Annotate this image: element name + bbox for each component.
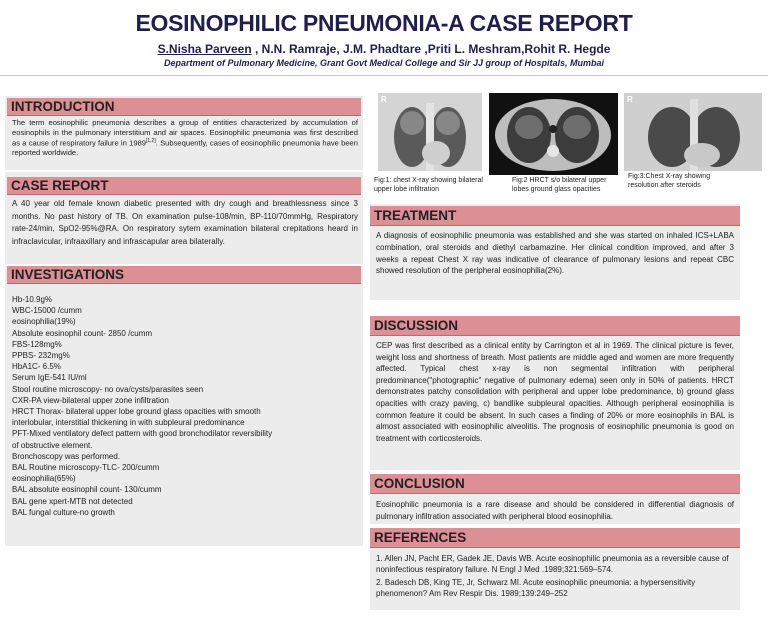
figure-3-xray [624, 93, 762, 171]
conclusion-heading: CONCLUSION [370, 474, 740, 494]
figure-1-marker: R [381, 95, 387, 104]
conclusion-text: Eosinophilic pneumonia is a rare disease and should be considered in differential diagnosis of pulmonary infiltration associated with peripheral blood eosinophilia. [376, 500, 734, 521]
investigation-item: PPBS- 232mg% [12, 351, 70, 361]
investigation-item: of obstructive element. [12, 440, 93, 450]
investigation-item: PFT-Mixed ventilatory defect pattern with good bronchodilator reversibility [12, 429, 273, 439]
investigation-item: WBC-15000 /cumm [12, 306, 82, 316]
treatment-text: A diagnosis of eosinophilic pneumonia was established and she was started on inhaled ICS+LABA combination, oral steroids and diethyl carbamazine. Her clinical condition improved, and after 3 weeks a repeat Chest X ray was indicative of clearance of pulmonary lesions and repeat CBC showed resolution of the peripheral eosinophilia(2%). [376, 231, 734, 276]
figure-1-xray [378, 93, 482, 171]
reference-item: 1. Allen JN, Pacht ER, Gadek JE, Davis WB. Acute eosinophilic pneumonia as a reversible cause of noninfectious respiratory failure. N Engl J Med .1989;321:569–574. [376, 554, 729, 574]
figure-3-caption: Fig:3:Chest X-ray showing resolution after steroids [628, 173, 711, 189]
authors [0, 42, 768, 56]
figure-1-caption: Fig:1: chest X-ray showing bilateral upper lobe infiltration [374, 177, 483, 193]
investigation-item: interlobular, interstitial thickening in with subpleural predominance [12, 418, 245, 428]
investigation-item: CXR-PA view-bilateral upper zone infiltration [12, 395, 169, 405]
reference-item: 2. Badesch DB, King TE, Jr, Schwarz MI. Acute eosinophilic pneumonia: a hypersensitivity phenomenon? Am Rev Respir Dis. 1989;139:249–252 [376, 578, 696, 598]
investigations-heading: INVESTIGATIONS [7, 266, 361, 284]
case-report-heading: CASE REPORT [7, 177, 361, 195]
poster-title: EOSINOPHILIC PNEUMONIA-A CASE REPORT [135, 10, 633, 36]
first-author: S.Nisha Parveen [157, 42, 252, 56]
references-heading: REFERENCES [370, 528, 740, 548]
figure-2-hrct [489, 93, 618, 175]
investigation-item: Hb-10.9g% [12, 295, 53, 304]
investigation-item: Stool routine microscopy- no ova/cysts/parasites seen [12, 384, 204, 394]
introduction-heading: INTRODUCTION [7, 98, 361, 116]
treatment-heading: TREATMENT [370, 206, 740, 226]
investigation-item: Serum IgE-541 IU/ml [12, 373, 87, 383]
department: Department of Pulmonary Medicine, Grant Govt Medical College and Sir JJ group of Hospitals, Mumbai [163, 58, 605, 68]
investigation-item: Bronchoscopy was performed. [12, 451, 121, 461]
investigation-item: BAL gene xpert-MTB not detected [12, 496, 133, 506]
investigation-item: FBS-128mg% [12, 339, 62, 349]
investigation-item: BAL absolute eosinophil count- 130/cumm [12, 485, 162, 495]
discussion-heading: DISCUSSION [370, 316, 740, 336]
figure-3-marker: R [627, 95, 633, 104]
investigation-item: BAL Routine microscopy-TLC- 200/cumm [12, 463, 160, 473]
figure-2-caption: Fig:2 HRCT s/o bilateral upper lobes ground glass opacities [512, 177, 607, 193]
divider [0, 75, 768, 76]
investigation-item: HbA1C- 6.5% [12, 362, 61, 372]
other-authors: , N.N. Ramraje, J.M. Phadtare ,Priti L. Meshram,Rohit R. Hegde [251, 42, 611, 56]
discussion-text: CEP was first described as a clinical entity by Carrington et al in 1969. The clinical picture is fever, weight loss and shortness of breath. Most patients are middle aged and women are more frequently affected. Typical chest x-ray is non segmental infiltration with peripheral predominance("photographic" negative of pulmonary edema) seen only in 50% of patients. HRCT demonstrates patchy consolidation with peripheral and upper lobe predominance, b) ground glass opacities with crazy paving, c) bandlike subpleural opacities. Although peripheral eosinophilia is common feature it could be absent. In such cases a finding of 20% or more eosinophils in BAL is almost associated with eosinophilic alveolitis. The prognosis of eosinophilic pneumonia is good on treatment with corticosteroids. [376, 341, 734, 443]
references-list [376, 554, 734, 599]
investigation-item: Absolute eosinophil count- 2850 /cumm [12, 328, 153, 338]
investigation-item: eosinophilia(19%) [12, 317, 76, 327]
case-report-text: A 40 year old female known diabetic presented with dry cough and breathlessness since 3 months. No past history of TB. On examination pulse-108/min, BP-110/70mmHg, Respiratory rate-24/min, SpO2-95%@RA. On respiratory sytem examination bilateral crepitations heard in infraclavicular, infraaxillary and infrascapular area bilaterally. [12, 199, 358, 246]
investigations-list [12, 294, 358, 518]
investigation-item: HRCT Thorax- bilateral upper lobe ground glass opacities with smooth [12, 407, 261, 417]
investigation-item: BAL fungal culture-no growth [12, 507, 115, 517]
introduction-text: The term eosinophilic pneumonia describes a group of entities characterized by accumulation of eosinophils in the pulmonary interstitium and air spaces. Eosinophilic pneumonia was first described as a cause of respiratory failure in 1989[1,2]. Subsequently, cases of eosinophilic pneumonia have been reported worldwide. [12, 118, 358, 158]
investigation-item: eosinophilia(65%) [12, 474, 76, 484]
